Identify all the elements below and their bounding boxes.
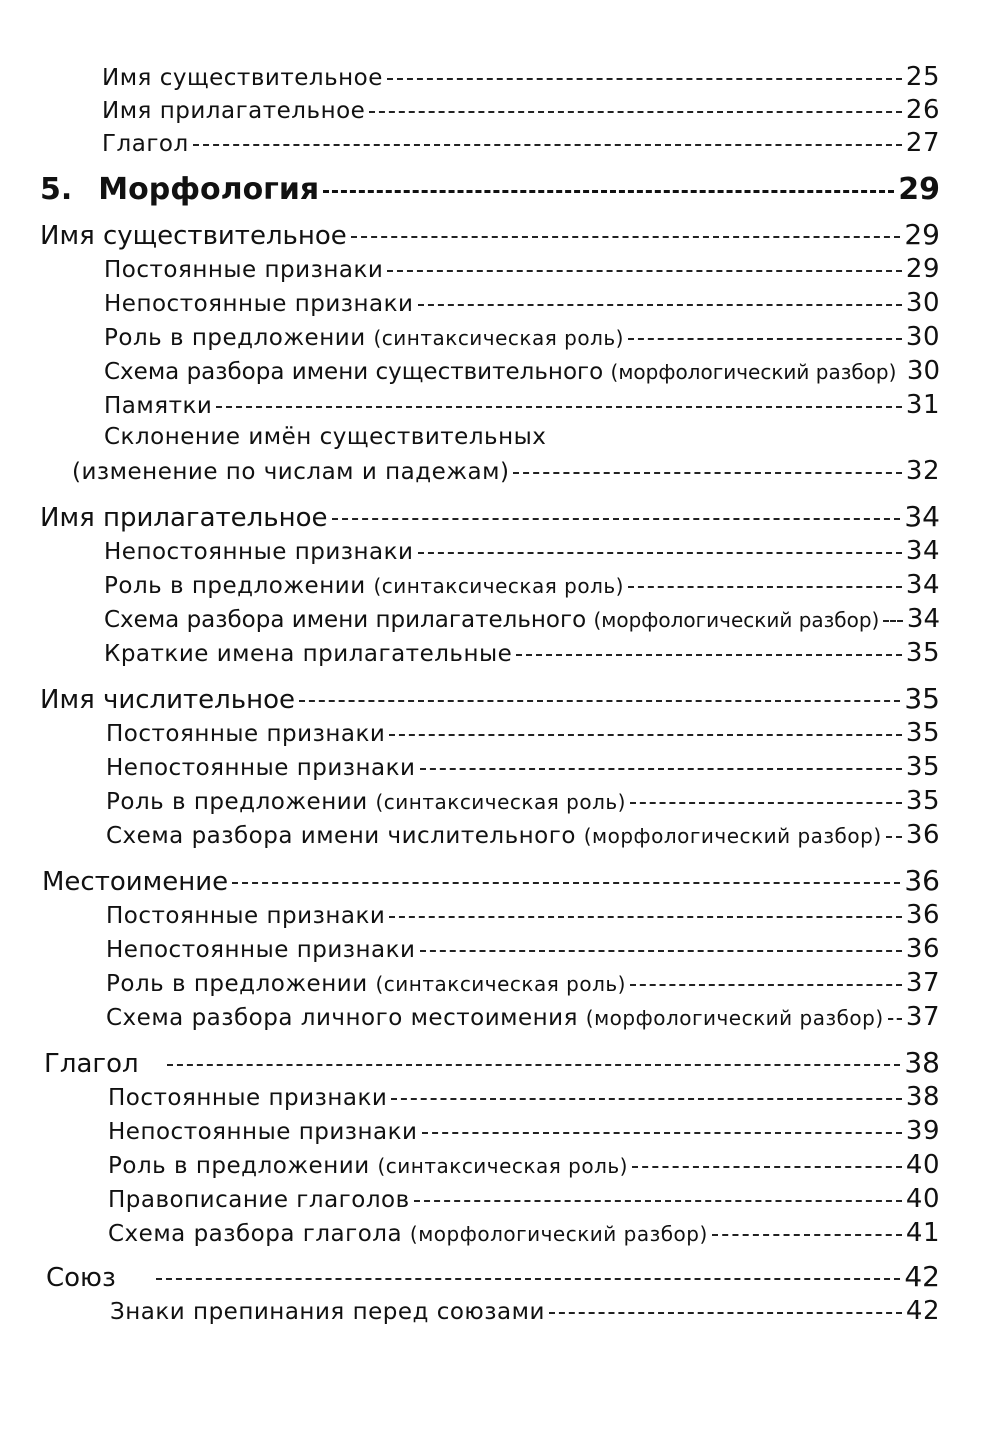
- toc-entry-label: Постоянные признаки: [106, 721, 386, 747]
- section-title: Местоимение: [42, 867, 229, 897]
- dot-leader: [632, 1166, 902, 1168]
- dot-leader: [299, 700, 900, 702]
- toc-entry-note: (синтаксическая роль): [377, 1154, 628, 1178]
- toc-entry-page: 30: [905, 288, 940, 318]
- toc-entry-label: Роль в предложении: [106, 789, 368, 815]
- toc-entry-label: Имя существительное: [102, 65, 383, 91]
- toc-entry-page: 42: [905, 1296, 940, 1326]
- dot-leader: [513, 472, 901, 474]
- toc-entry-page: 32: [905, 456, 940, 486]
- toc-entry: [104, 638, 940, 668]
- toc-entry: [104, 356, 940, 386]
- toc-entry-label: Знаки препинания перед союзами: [110, 1299, 545, 1325]
- toc-entry-note: (синтаксическая роль): [373, 326, 624, 350]
- dot-leader: [630, 802, 902, 804]
- toc-entry-label: (изменение по числам и падежам): [72, 459, 510, 485]
- dot-leader: [391, 1098, 902, 1100]
- dot-leader: [387, 270, 902, 272]
- dot-leader: [167, 1064, 901, 1066]
- toc-entry-label: Схема разбора имени существительного: [104, 359, 604, 385]
- toc-entry: [104, 390, 940, 420]
- dot-leader: [389, 734, 902, 736]
- toc-entry-note: (морфологический разбор): [409, 1222, 708, 1246]
- toc-entry-label: Роль в предложении: [104, 573, 366, 599]
- toc-entry-note: (морфологический разбор): [593, 608, 880, 632]
- toc-entry-label: Схема разбора имени прилагательного: [104, 607, 587, 633]
- toc-entry-label: Постоянные признаки: [108, 1085, 388, 1111]
- chapter-number: 5.: [40, 172, 73, 207]
- toc-entry: [102, 95, 940, 125]
- toc-entry: [106, 752, 940, 782]
- toc-entry-page: 34: [906, 604, 940, 634]
- toc-entry-label: Правописание глаголов: [108, 1187, 410, 1213]
- toc-entry: [102, 62, 940, 92]
- dot-leader: [369, 111, 902, 113]
- toc-entry-label: Непостоянные признаки: [104, 539, 414, 565]
- dot-leader: [414, 1200, 902, 1202]
- toc-entry-label: Схема разбора имени числительного: [106, 823, 576, 849]
- chapter-title: Морфология: [98, 172, 320, 207]
- dot-leader: [516, 654, 902, 656]
- toc-entry-page: 35: [905, 638, 940, 668]
- section-title: Имя прилагательное: [40, 503, 328, 533]
- toc-entry-note: (синтаксическая роль): [375, 972, 626, 996]
- toc-entry-label: Схема разбора личного местоимения: [106, 1005, 578, 1031]
- toc-entry-note: (синтаксическая роль): [375, 790, 626, 814]
- dot-leader: [888, 1018, 902, 1020]
- dot-leader: [323, 190, 894, 193]
- toc-entry: [106, 968, 940, 998]
- dot-leader: [422, 1132, 902, 1134]
- dot-leader: [332, 518, 901, 520]
- dot-leader: [418, 304, 902, 306]
- chapter-heading: [40, 172, 940, 207]
- section-heading-pronoun: [42, 864, 940, 897]
- dot-leader: [883, 620, 903, 622]
- section-page: 36: [904, 864, 940, 897]
- dot-leader: [418, 552, 902, 554]
- section-heading-noun: [40, 218, 940, 251]
- toc-entry: [108, 1116, 940, 1146]
- toc-entry: [104, 288, 940, 318]
- toc-entry-label: Роль в предложении: [108, 1153, 370, 1179]
- toc-entry-label: Роль в предложении: [106, 971, 368, 997]
- section-page: 29: [904, 218, 940, 251]
- toc-entry: [108, 1184, 940, 1214]
- toc-entry-page: 35: [905, 786, 940, 816]
- dot-leader: [630, 984, 902, 986]
- section-heading-adjective: [40, 500, 940, 533]
- toc-entry-page: 37: [905, 968, 940, 998]
- dot-leader: [351, 236, 901, 238]
- section-heading-conjunction: [46, 1260, 940, 1293]
- toc-entry-page: 38: [905, 1082, 940, 1112]
- section-page: 34: [904, 500, 940, 533]
- toc-entry: [106, 900, 940, 930]
- toc-entry-note: (синтаксическая роль): [373, 574, 624, 598]
- toc-entry-page: 39: [905, 1116, 940, 1146]
- toc-entry: [106, 1002, 940, 1032]
- section-heading-numeral: [40, 682, 940, 715]
- toc-entry-label: Непостоянные признаки: [108, 1119, 418, 1145]
- toc-entry-label: Роль в предложении: [104, 325, 366, 351]
- section-page: 38: [904, 1046, 940, 1079]
- section-title: Имя числительное: [40, 685, 296, 715]
- toc-entry-page: 27: [905, 128, 940, 158]
- chapter-page: 29: [898, 172, 940, 207]
- toc-entry: [104, 536, 940, 566]
- dot-leader: [389, 916, 902, 918]
- toc-entry-label: Постоянные признаки: [104, 257, 384, 283]
- toc-entry-page: 35: [905, 752, 940, 782]
- dot-leader: [216, 406, 902, 408]
- toc-entry-label: Склонение имён существительных: [104, 424, 547, 450]
- toc-entry: [104, 254, 940, 284]
- toc-entry-page: 36: [905, 934, 940, 964]
- toc-entry-page: 35: [905, 718, 940, 748]
- toc-entry: [106, 786, 940, 816]
- section-title: Глагол: [44, 1049, 139, 1079]
- toc-entry-page: 26: [905, 95, 940, 125]
- dot-leader: [628, 338, 902, 340]
- toc-entry-label: Непостоянные признаки: [106, 937, 416, 963]
- section-title: Имя существительное: [40, 221, 347, 251]
- toc-entry: [104, 322, 940, 352]
- toc-entry-note: (морфологический разбор): [585, 1006, 884, 1030]
- toc-entry-page: 36: [905, 900, 940, 930]
- toc-entry-label: Схема разбора глагола: [108, 1221, 403, 1247]
- dot-leader: [387, 78, 902, 80]
- toc-entry-page: 37: [905, 1002, 940, 1032]
- toc-entry: [72, 456, 940, 486]
- dot-leader: [420, 950, 902, 952]
- dot-leader: [886, 836, 902, 838]
- toc-entry-page: 40: [905, 1150, 940, 1180]
- section-page: 42: [904, 1260, 940, 1293]
- dot-leader: [193, 144, 902, 146]
- toc-entry-page: 31: [905, 390, 940, 420]
- toc-entry: [104, 570, 940, 600]
- toc-entry-label: Памятки: [104, 393, 213, 419]
- toc-entry: [108, 1218, 940, 1248]
- toc-entry: [102, 128, 940, 158]
- toc-entry-page: 34: [905, 536, 940, 566]
- toc-entry-page: 30: [905, 322, 940, 352]
- toc-entry: [108, 1082, 940, 1112]
- toc-entry-label: Постоянные признаки: [106, 903, 386, 929]
- toc-entry-page: 25: [905, 62, 940, 92]
- toc-entry-page: 41: [905, 1218, 940, 1248]
- toc-entry-label: Краткие имена прилагательные: [104, 641, 513, 667]
- toc-entry-note: (морфологический разбор): [583, 824, 882, 848]
- toc-entry-page: 36: [905, 820, 940, 850]
- dot-leader: [712, 1234, 902, 1236]
- toc-entry: [110, 1296, 940, 1326]
- toc-entry: [106, 718, 940, 748]
- toc-entry-page: 34: [905, 570, 940, 600]
- toc-entry-label: Глагол: [102, 131, 189, 157]
- dot-leader: [628, 586, 902, 588]
- section-page: 35: [904, 682, 940, 715]
- dot-leader: [420, 768, 902, 770]
- toc-entry-note: (морфологический разбор): [610, 360, 897, 384]
- toc-entry-label: Имя прилагательное: [102, 98, 366, 124]
- toc-entry: [106, 820, 940, 850]
- section-title: Союз: [46, 1263, 116, 1293]
- dot-leader: [156, 1278, 901, 1280]
- dot-leader: [549, 1312, 902, 1314]
- toc-entry: [104, 604, 940, 634]
- toc-entry-label: Непостоянные признаки: [104, 291, 414, 317]
- toc-entry-page: 30: [906, 356, 940, 386]
- toc-entry-label: Непостоянные признаки: [106, 755, 416, 781]
- dot-leader: [232, 882, 900, 884]
- toc-entry: [106, 934, 940, 964]
- toc-entry: [108, 1150, 940, 1180]
- toc-entry-page: 40: [905, 1184, 940, 1214]
- toc-entry-page: 29: [905, 254, 940, 284]
- section-heading-verb: [44, 1046, 940, 1079]
